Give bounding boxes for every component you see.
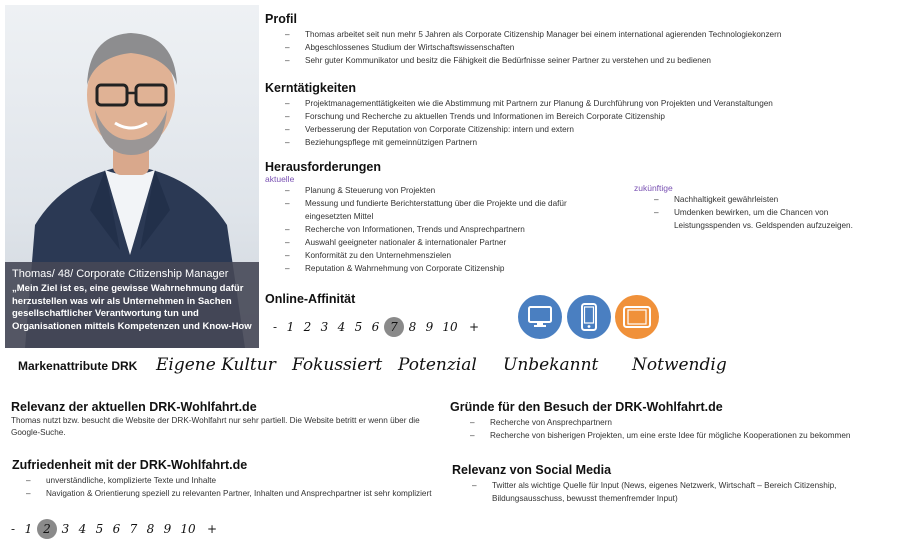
zukuenftige-list [652, 193, 892, 232]
profil-section [265, 12, 905, 67]
zufriedenheit-list [24, 474, 444, 500]
scale-minus: - [272, 320, 278, 334]
scale-value: 3 [320, 320, 329, 334]
scale-value: 8 [146, 522, 155, 536]
list-item: – Konformität zu den Unternehmenszielen [283, 249, 613, 262]
brand-attribute: Unbekannt [503, 355, 599, 375]
scale-value: 5 [95, 522, 104, 536]
kerntaetigkeiten-title: Kerntätigkeiten [265, 81, 356, 95]
social-section [452, 463, 902, 505]
scale-value: 4 [337, 320, 346, 334]
scale-value-selected: 2 [37, 519, 57, 539]
list-item: – Reputation & Wahrnehmung von Corporate Citizenship [283, 262, 613, 275]
list-item: – Forschung und Recherche zu aktuellen Trends und Informationen im Bereich Corporate Citizenship [283, 110, 905, 123]
relevanz-section [11, 400, 431, 439]
scale-value-selected: 7 [384, 317, 404, 337]
scale-value: 9 [425, 320, 434, 334]
scale-value: 1 [24, 522, 33, 536]
list-item: – Twitter als wichtige Quelle für Input (News, eigenes Netzwerk, Wirtschaft – Bereich Citizenship, Bildungsausschuss, bewusst themenfremder Input) [470, 479, 885, 505]
list-item: – unverständliche, komplizierte Texte und Inhalte [24, 474, 444, 487]
zukuenftige-label: zukünftige [634, 183, 673, 193]
scale-plus: + [468, 320, 480, 334]
gruende-title: Gründe für den Besuch der DRK-Wohlfahrt.de [450, 400, 723, 414]
relevanz-title: Relevanz der aktuellen DRK-Wohlfahrt.de [11, 400, 257, 414]
list-item: – Verbesserung der Reputation von Corporate Citizenship: intern und extern [283, 123, 905, 136]
online-title: Online-Affinität [265, 292, 356, 306]
profil-list [283, 28, 905, 67]
list-item: – Abgeschlossenes Studium der Wirtschaftswissenschaften [283, 41, 905, 54]
markenattribute-label: Markenattribute DRK [18, 359, 138, 373]
online-scale [268, 317, 486, 337]
relevanz-text: Thomas nutzt bzw. besucht die Website der DRK-Wohlfahrt nur sehr partiell. Die Website betritt er wenn über die Google-Suche. [11, 416, 420, 437]
brand-attribute: Fokussiert [292, 355, 383, 375]
list-item: – Sehr guter Kommunikator und besitz die Fähigkeit die Bedürfnisse seiner Partner zu verstehen und zu bedienen [283, 54, 905, 67]
tablet-icon [615, 295, 659, 339]
scale-plus: + [206, 522, 218, 536]
scale-value: 7 [129, 522, 138, 536]
scale-value: 2 [303, 320, 312, 334]
scale-value: 10 [180, 522, 196, 536]
list-item: – Projektmanagementtätigkeiten wie die Abstimmung mit Partnern zur Planung & Durchführung von Projekten und Veranstaltungen [283, 97, 905, 110]
scale-value: 4 [78, 522, 87, 536]
persona-caption [5, 262, 259, 348]
list-item: – Beziehungspflege mit gemeinnützigen Partnern [283, 136, 905, 149]
scale-value: 10 [442, 320, 458, 334]
list-item: – Navigation & Orientierung speziell zu relevanten Partner, Inhalten und Ansprechpartner ist sehr kompliziert [24, 487, 444, 500]
herausforderungen-title: Herausforderungen [265, 160, 381, 174]
list-item: – Umdenken bewirken, um die Chancen von Leistungsspenden vs. Geldspenden aufzuzeigen. [652, 206, 892, 232]
online-section [265, 292, 355, 306]
profil-title: Profil [265, 12, 297, 26]
zufriedenheit-scale [6, 519, 224, 539]
list-item: – Recherche von Informationen, Trends und Ansprechpartnern [283, 223, 613, 236]
zufriedenheit-section [12, 458, 442, 500]
herausforderungen-section [265, 160, 645, 275]
aktuelle-list [283, 184, 613, 275]
list-item: – Planung & Steuerung von Projekten [283, 184, 613, 197]
scale-value: 8 [408, 320, 417, 334]
list-item: – Recherche von bisherigen Projekten, um eine erste Idee für mögliche Kooperationen zu bekommen [468, 429, 905, 442]
brand-attribute: Notwendig [632, 355, 727, 375]
desktop-icon [518, 295, 562, 339]
scale-value: 9 [163, 522, 172, 536]
scale-value: 5 [354, 320, 363, 334]
social-list [470, 479, 885, 505]
brand-attribute: Potenzial [398, 355, 477, 375]
aktuelle-label: aktuelle [265, 174, 295, 184]
gruende-section [450, 400, 905, 442]
smartphone-icon [567, 295, 611, 339]
brand-attribute: Eigene Kultur [156, 355, 276, 375]
persona-name-line: Thomas/ 48/ Corporate Citizenship Manager [12, 268, 229, 280]
kerntaetigkeiten-list [283, 97, 905, 149]
list-item: – Nachhaltigkeit gewährleisten [652, 193, 892, 206]
list-item: – Auswahl geeigneter nationaler & internationaler Partner [283, 236, 613, 249]
scale-value: 6 [112, 522, 121, 536]
persona-quote: „Mein Ziel ist es, eine gewisse Wahrnehmung dafür herzustellen was wir als Unternehmen in Sachen gesellschaftlicher Verantwortung tun und Organisationen mittels Kompetenzen und Know-How [12, 283, 252, 332]
scale-value: 6 [371, 320, 380, 334]
social-title: Relevanz von Social Media [452, 463, 612, 477]
zufriedenheit-title: Zufriedenheit mit der DRK-Wohlfahrt.de [12, 458, 248, 472]
gruende-list [468, 416, 905, 442]
list-item: – Thomas arbeitet seit nun mehr 5 Jahren als Corporate Citizenship Manager bei einem international agierenden Technologiekonzern [283, 28, 905, 41]
list-item: – Messung und fundierte Berichterstattung über die Projekte und die dafür eingesetzten Mittel [283, 197, 613, 223]
scale-value: 3 [61, 522, 70, 536]
zukuenftige-section [634, 183, 904, 232]
scale-minus: - [10, 522, 16, 536]
scale-value: 1 [286, 320, 295, 334]
list-item: – Recherche von Ansprechpartnern [468, 416, 905, 429]
kerntaetigkeiten-section [265, 81, 905, 149]
